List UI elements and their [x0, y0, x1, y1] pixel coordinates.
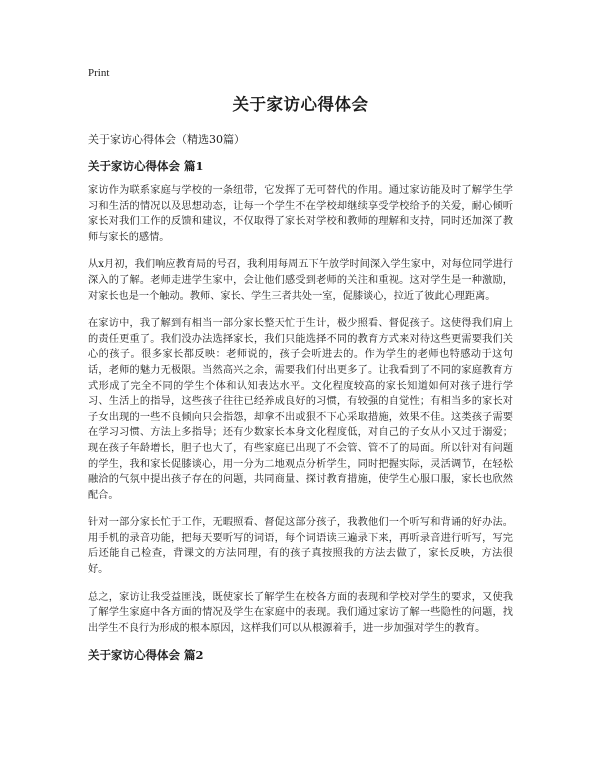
paragraph: 家访作为联系家庭与学校的一条纽带，它发挥了无可替代的作用。通过家访能及时了解学生学习和生活的情况以及思想动态，让每一个学生不在学校却继续享受学校给予的关爱，耐心倾听家长对我们工作的反馈和建议，不仅取得了家长对学校和教师的理解和支持，同时还加深了教师与家长的感情。 [88, 185, 513, 243]
document-title: 关于家访心得体会 [232, 95, 369, 114]
paragraph: 总之，家访让我受益匪浅，既使家长了解学生在校各方面的表现和学校对学生的要求，又使我了解学生家庭中各方面的情况及学生在家庭中的表现。我们通过家访了解一些隐性的问题，找出学生不良行为形成的根本原因，这样我们可以从根源着手，进一步加强对学生的教育。 [88, 591, 513, 634]
section-heading-2: 关于家访心得体会 篇2 [88, 648, 204, 663]
print-link[interactable]: Print [88, 67, 110, 79]
document-page [88, 66, 513, 672]
paragraph: 在家访中，我了解到有相当一部分家长整天忙于生计，极少照看、督促孩子。这使得我们肩上的责任更重了。我们没办法选择家长，我们只能选择不同的教育方式来对待这些更需要我们关心的孩子。很多家长都反映：老师说的，孩子会听进去的。作为学生的老师也特感动于这句话，老师的魅力无极限。当然高兴之余，需要我们付出更多了。让我看到了不同的家庭教育方式形成了完全不同的学生个体和认知表达水平。文化程度较高的家长知道如何对孩子进行学习、生活上的指导，这些孩子往往已经养成良好的习惯，有较强的自觉性；有相当多的家长对子女出现的一些不良倾向只会指怨，却拿不出或狠不下心采取措施，效果不佳。这类孩子需要在学习习惯、方法上多指导；还有少数家长本身文化程度低，对自己的子女从小又过于溺爱；现在孩子年龄增长，胆子也大了，有些家庭已出现了不会管、管不了的局面。所以针对有问题的学生，我和家长促膝谈心，用一分为二地观点分析学生，同时把握实际，灵活调节，在轻松融洽的气氛中提出孩子存在的问题，共同商量、探讨教育措施，使学生心服口服，家长也欣然配合。 [88, 318, 513, 501]
paragraph: 针对一部分家长忙于工作，无暇照看、督促这部分孩子，我教他们一个听写和背诵的好办法。用手机的录音功能，把每天要听写的词语，每个词语读三遍录下来，再听录音进行听写，写完后还能自己检查，背课文的方法同理，有的孩子真按照我的方法去做了，家长反映，方法很好。 [88, 517, 513, 576]
paragraph: 从x月初，我们响应教育局的号召，我利用每周五下午放学时间深入学生家中，对每位同学进行深入的了解。老师走进学生家中，会让他们感受到老师的关注和重视。这对学生是一种激励，对家长也是一个触动。教师、家长、学生三者共处一室，促膝谈心，拉近了彼此心理距离。 [88, 259, 513, 302]
section-heading-1: 关于家访心得体会 篇1 [88, 159, 204, 173]
document-subtitle: 关于家访心得体会（精选30篇） [88, 133, 245, 146]
